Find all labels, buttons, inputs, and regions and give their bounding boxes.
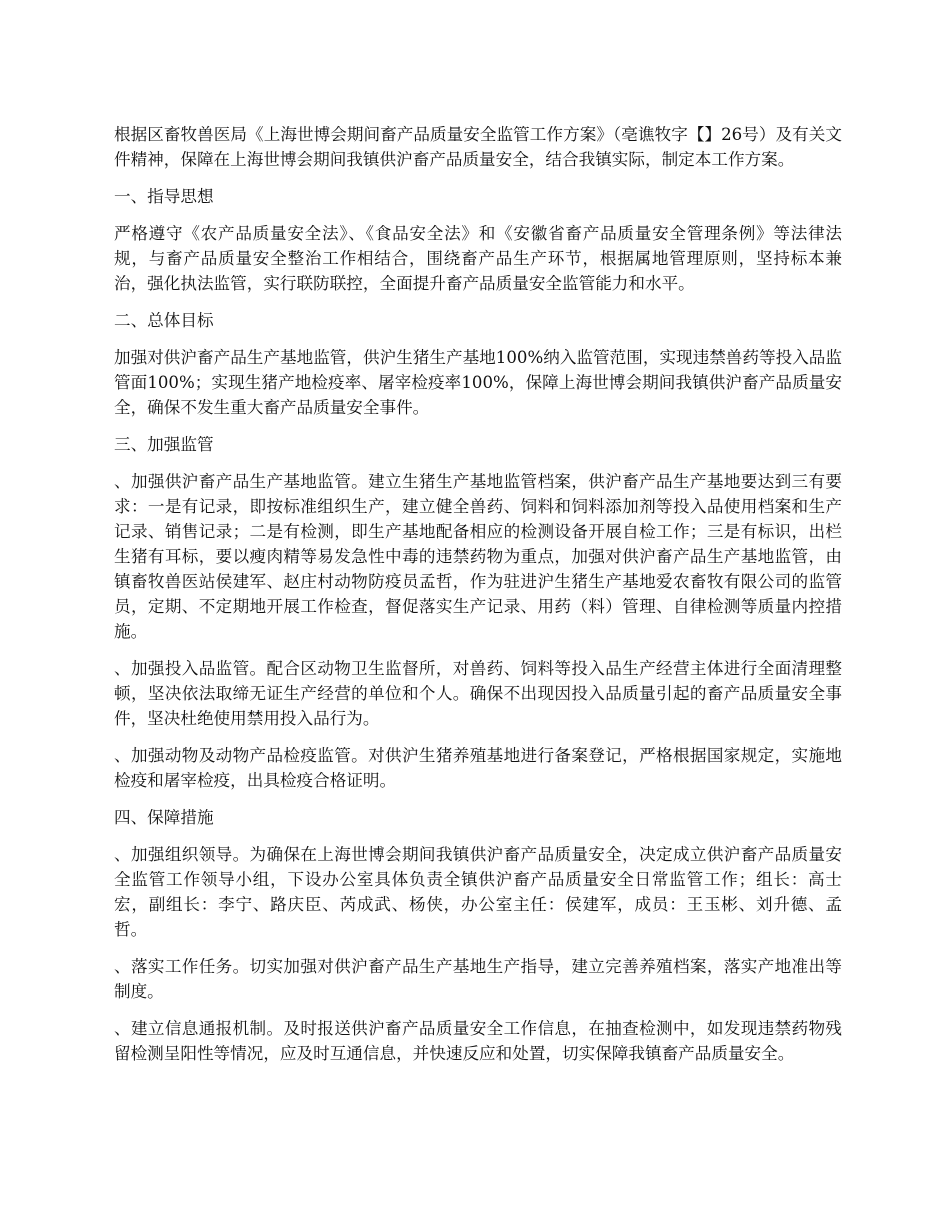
paragraph: 、加强供沪畜产品生产基地监管。建立生猪生产基地监管档案，供沪畜产品生产基地要达到三有要求：一是有记录，即按标准组织生产，建立健全兽药、饲料和饲料添加剂等投入品使用档案和生产记录、销售记录；二是有检测，即生产基地配备相应的检测设备开展自检工作；三是有标识，出栏生猪有耳标，要以瘦肉精等易发急性中毒的违禁药物为重点，加强对供沪畜产品生产基地监管，由镇畜牧兽医站侯建军、赵庄村动物防疫员孟哲，作为驻进沪生猪生产基地爱农畜牧有限公司的监管员，定期、不定期地开展工作检查，督促落实生产记录、用药（料）管理、自律检测等质量内控措施。 — [114, 472, 842, 641]
section-heading-overall-goals: 二、总体目标 — [114, 311, 214, 330]
section-heading-strengthen-supervision: 三、加强监管 — [114, 435, 214, 454]
paragraph: 、加强动物及动物产品检疫监管。对供沪生猪养殖基地进行备案登记，严格根据国家规定，实施地检疫和屠宰检疫，出具检疫合格证明。 — [114, 746, 842, 790]
section-heading-guiding-ideology: 一、指导思想 — [114, 187, 214, 206]
paragraph: 、落实工作任务。切实加强对供沪畜产品生产基地生产指导，建立完善养殖档案，落实产地准出等制度。 — [114, 957, 842, 1001]
paragraph: 、加强投入品监管。配合区动物卫生监督所，对兽药、饲料等投入品生产经营主体进行全面清理整顿，坚决依法取缔无证生产经营的单位和个人。确保不出现因投入品质量引起的畜产品质量安全事件，坚决杜绝使用禁用投入品行为。 — [114, 659, 842, 728]
paragraph: 、加强组织领导。为确保在上海世博会期间我镇供沪畜产品质量安全，决定成立供沪畜产品质量安全监管工作领导小组，下设办公室具体负责全镇供沪畜产品质量安全日常监管工作；组长：高士宏，副组长：李宁、路庆臣、芮成武、杨侠，办公室主任：侯建军，成员：王玉彬、刘升德、孟哲。 — [114, 845, 842, 939]
paragraph: 、建立信息通报机制。及时报送供沪畜产品质量安全工作信息，在抽查检测中，如发现违禁药物残留检测呈阳性等情况，应及时互通信息，并快速反应和处置，切实保障我镇畜产品质量安全。 — [114, 1019, 842, 1063]
intro-paragraph: 根据区畜牧兽医局《上海世博会期间畜产品质量安全监管工作方案》（亳谯牧字【】26号）及有关文件精神，保障在上海世博会期间我镇供沪畜产品质量安全，结合我镇实际，制定本工作方案。 — [114, 125, 842, 169]
paragraph: 加强对供沪畜产品生产基地监管，供沪生猪生产基地100%纳入监管范围，实现违禁兽药等投入品监管面100%；实现生猪产地检疫率、屠宰检疫率100%，保障上海世博会期间我镇供沪畜产品质量安全，确保不发生重大畜产品质量安全事件。 — [114, 348, 842, 417]
section-heading-safeguard-measures: 四、保障措施 — [114, 808, 214, 827]
paragraph: 严格遵守《农产品质量安全法》、《食品安全法》和《安徽省畜产品质量安全管理条例》等法律法规，与畜产品质量安全整治工作相结合，围绕畜产品生产环节，根据属地管理原则，坚持标本兼治，强化执法监管，实行联防联控，全面提升畜产品质量安全监管能力和水平。 — [114, 224, 842, 293]
document-body — [114, 122, 842, 1078]
